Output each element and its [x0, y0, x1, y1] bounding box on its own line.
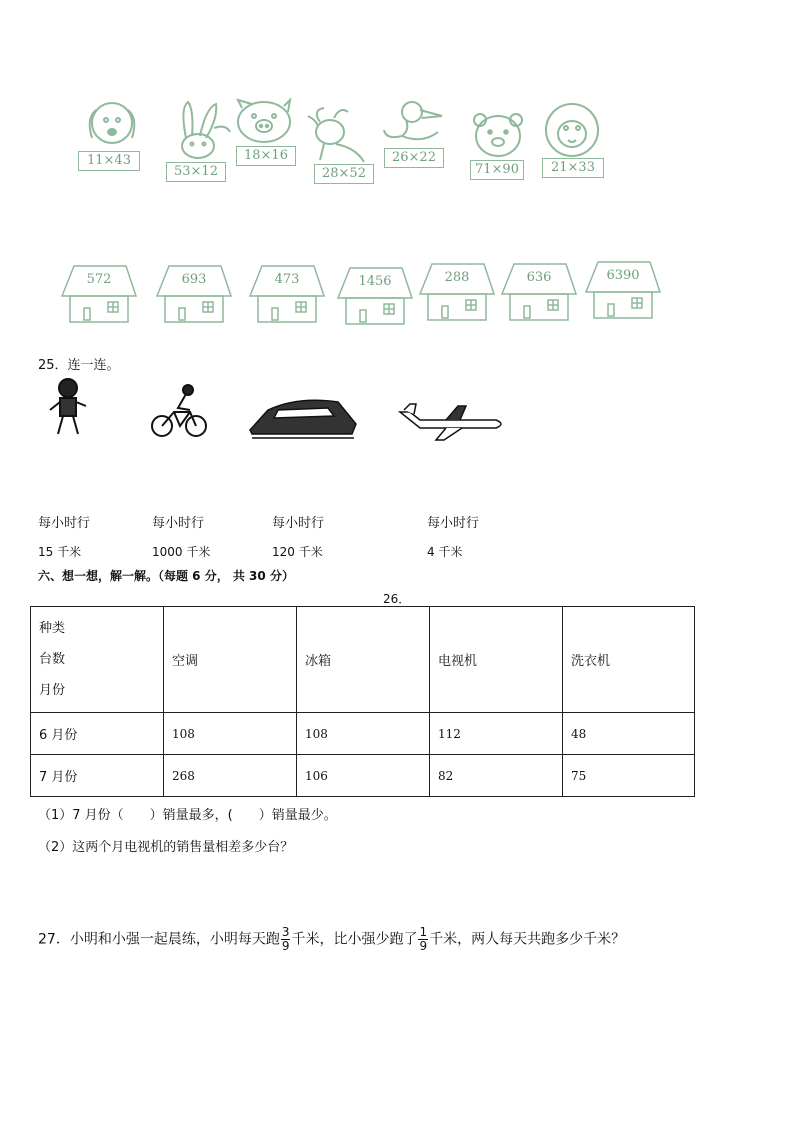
multiplication-card: 18×16 [236, 146, 296, 166]
house [60, 264, 138, 324]
house-number: 6390 [606, 268, 640, 283]
animal-card [306, 104, 378, 190]
table-cell: 112 [430, 713, 563, 755]
header-line: 台数 [39, 652, 66, 667]
multiplication-card: 53×12 [166, 162, 226, 182]
header-line: 种类 [39, 621, 66, 636]
animal-card [540, 102, 610, 184]
person-icon [44, 376, 94, 440]
speed-label: 每小时行 [38, 516, 91, 531]
house [155, 264, 233, 324]
house-number: 636 [526, 270, 552, 285]
table-cell: 106 [297, 755, 430, 797]
fraction-numerator: 3 [281, 925, 290, 939]
house-number: 473 [274, 272, 300, 287]
multiplication-card: 71×90 [470, 160, 524, 180]
airplane-icon [396, 402, 508, 442]
animal-card [164, 98, 234, 188]
table-cell: 108 [297, 713, 430, 755]
table-header-cell [31, 607, 164, 713]
table-cell: 48 [563, 713, 695, 755]
question-27-text: 27．小明和小强一起晨练，小明每天跑 [38, 931, 280, 948]
table-row [31, 713, 695, 755]
house [584, 260, 662, 320]
speed-label: 每小时行 [272, 516, 325, 531]
house-number: 693 [181, 272, 207, 287]
column-header: 冰箱 [297, 607, 430, 713]
animal-card [382, 100, 452, 180]
fraction [418, 926, 428, 953]
animal-card [468, 112, 538, 188]
question-26-number: 26． [383, 592, 411, 606]
speed-value: 4 千米 [427, 545, 463, 559]
house [336, 266, 414, 326]
table-cell: 268 [164, 755, 297, 797]
house [248, 264, 326, 324]
house [418, 262, 496, 322]
section-title: 六、想一想，解一解。（每题 6 分， 共 30 分） [38, 569, 294, 583]
sub-question-2: （2）这两个月电视机的销售量相差多少台？ [38, 840, 294, 855]
sales-table [30, 606, 695, 797]
speed-value: 1000 千米 [152, 545, 211, 559]
column-header: 电视机 [430, 607, 563, 713]
fraction-denominator: 9 [281, 939, 290, 953]
row-header: 7 月份 [31, 755, 164, 797]
pig-icon [234, 98, 304, 178]
multiplication-card: 11×43 [78, 151, 140, 171]
question-27-text: 千米，比小强少跑了 [291, 931, 418, 948]
column-header: 洗衣机 [563, 607, 695, 713]
speed-value: 15 千米 [38, 545, 82, 559]
house [500, 262, 578, 322]
question-27-text: 千米，两人每天共跑多少千米？ [429, 931, 626, 948]
fraction-denominator: 9 [419, 939, 428, 953]
table-row [31, 755, 695, 797]
fraction [281, 926, 291, 953]
animal-card [234, 98, 304, 178]
row-header: 6 月份 [31, 713, 164, 755]
table-cell: 75 [563, 755, 695, 797]
multiplication-card: 28×52 [314, 164, 374, 184]
speed-value: 120 千米 [272, 545, 323, 559]
house-number: 1456 [358, 274, 392, 289]
animal-card [74, 98, 144, 178]
speed-label: 每小时行 [152, 516, 205, 531]
table-header-row [31, 607, 695, 713]
train-icon [248, 394, 358, 442]
house-number: 572 [86, 272, 112, 287]
bicycle-icon [150, 382, 210, 442]
question-25-title: 25．连一连。 [38, 358, 120, 373]
table-cell: 82 [430, 755, 563, 797]
multiplication-card: 26×22 [384, 148, 444, 168]
fraction-numerator: 1 [419, 925, 428, 939]
multiplication-card: 21×33 [542, 158, 604, 178]
table-cell: 108 [164, 713, 297, 755]
speed-label: 每小时行 [427, 516, 480, 531]
duck-icon [382, 100, 452, 180]
question-27 [38, 926, 625, 953]
header-line: 月份 [39, 683, 66, 698]
sub-question-1: （1）7 月份（ ）销量最多，( ）销量最少。 [38, 808, 337, 823]
column-header: 空调 [164, 607, 297, 713]
house-number: 288 [444, 270, 470, 285]
